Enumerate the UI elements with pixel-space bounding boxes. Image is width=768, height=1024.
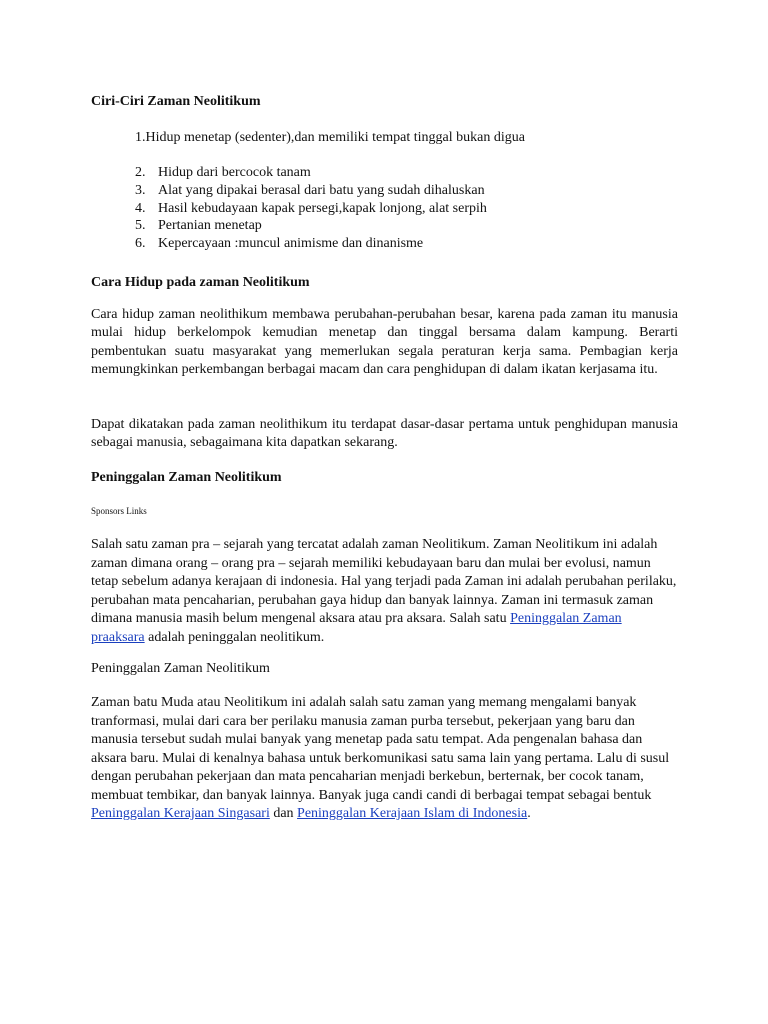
list-item-text: Alat yang dipakai berasal dari batu yang sudah dihaluskan — [158, 182, 485, 198]
paragraph-zaman-pra-sejarah — [91, 536, 678, 647]
list-item-text: Hidup dari bercocok tanam — [158, 165, 311, 180]
link-peninggalan-kerajaan-singasari[interactable]: Peninggalan Kerajaan Singasari — [91, 806, 270, 821]
paragraph-zaman-batu-muda — [91, 694, 678, 824]
list-item-text: Pertanian menetap — [158, 218, 262, 234]
paragraph-text: Zaman batu Muda atau Neolitikum ini adalah salah satu zaman yang memang mengalami banyak tranformasi, mulai dari cara ber perilaku manusia zaman purba tersebut, pekerjaan yang baru dan manusia tersebut sudah mulai banyak yang menetap pada satu tempat. Ada pengenalan bahasa dan aksara baru. Mulai di kenalnya bahasa untuk berkomunikasi satu sama lain yang pertama. Lalu di susul dengan perubahan pekerjaan dan mata pencaharian menjadi berkebun, berternak, ber cocok tanam, membuat tembikar, dan banyak lainnya. Banyak juga candi candi di berbagai tempat sebagai bentuk — [91, 695, 670, 803]
list-item-text: Hasil kebudayaan kapak persegi,kapak lonjong, alat serpih — [158, 200, 487, 216]
sponsors-links-label: Sponsors Links — [91, 506, 147, 516]
paragraph-dasar: Dapat dikatakan pada zaman neolithikum itu terdapat dasar-dasar pertama untuk penghidupan manusia sebagai manusia, sebagaimana kita dapatkan sekarang. — [91, 417, 678, 451]
list-item-number: 5. — [135, 218, 146, 234]
list-item — [135, 164, 487, 182]
list-item-number: 6. — [135, 236, 146, 252]
list-item-1: 1.Hidup menetap (sedenter),dan memiliki tempat tinggal bukan digua — [135, 130, 525, 145]
link-peninggalan-zaman-praaksara[interactable]: Peninggalan Zaman praaksara — [91, 611, 622, 645]
paragraph-text-end: . — [527, 806, 531, 821]
heading-peninggalan: Peninggalan Zaman Neolitikum — [91, 470, 282, 485]
list-item — [135, 235, 487, 253]
link-peninggalan-kerajaan-islam[interactable]: Peninggalan Kerajaan Islam di Indonesia — [297, 806, 528, 821]
list-item — [135, 200, 487, 218]
list-item-text: Kepercayaan :muncul animisme dan dinanisme — [158, 236, 424, 252]
numbered-list — [135, 164, 487, 253]
list-item-number: 4. — [135, 200, 146, 216]
paragraph-text-after: adalah peninggalan neolitikum. — [144, 629, 325, 645]
list-item-number: 3. — [135, 182, 146, 198]
heading-ciri-ciri: Ciri-Ciri Zaman Neolitikum — [91, 94, 261, 109]
paragraph-cara-hidup: Cara hidup zaman neolithikum membawa perubahan-perubahan besar, karena pada zaman itu manusia mulai hidup berkelompok kemudian menetap dan tinggal bersama dalam kampung. Berarti pembentukan suatu masyarakat yang memerlukan segala peraturan kerja sama. Pembagian kerja memungkinkan perkembangan berbagai macam dan cara penghidupan di dalam ikatan kerjasama itu. — [91, 307, 678, 378]
list-item-number: 2. — [135, 165, 146, 180]
paragraph-text-middle: dan — [269, 806, 298, 821]
paragraph-text: Salah satu zaman pra – sejarah yang tercatat adalah zaman Neolitikum. Zaman Neolitikum ini adalah zaman dimana orang – orang pra – sejarah memiliki kebudayaan baru dan mulai ber evolusi, namun tetap sebelum adanya kerajaan di indonesia. Hal yang terjadi pada Zaman ini adalah perubahan perilaku, perubahan mata pencaharian, perubahan gaya hidup dan banyak lainnya. Zaman ini termasuk zaman dimana manusia masih belum mengenal aksara atau pra aksara. Salah satu — [91, 537, 677, 626]
subheading-peninggalan: Peninggalan Zaman Neolitikum — [91, 661, 270, 676]
list-item — [135, 217, 487, 235]
heading-cara-hidup: Cara Hidup pada zaman Neolitikum — [91, 275, 310, 290]
list-item — [135, 182, 487, 200]
